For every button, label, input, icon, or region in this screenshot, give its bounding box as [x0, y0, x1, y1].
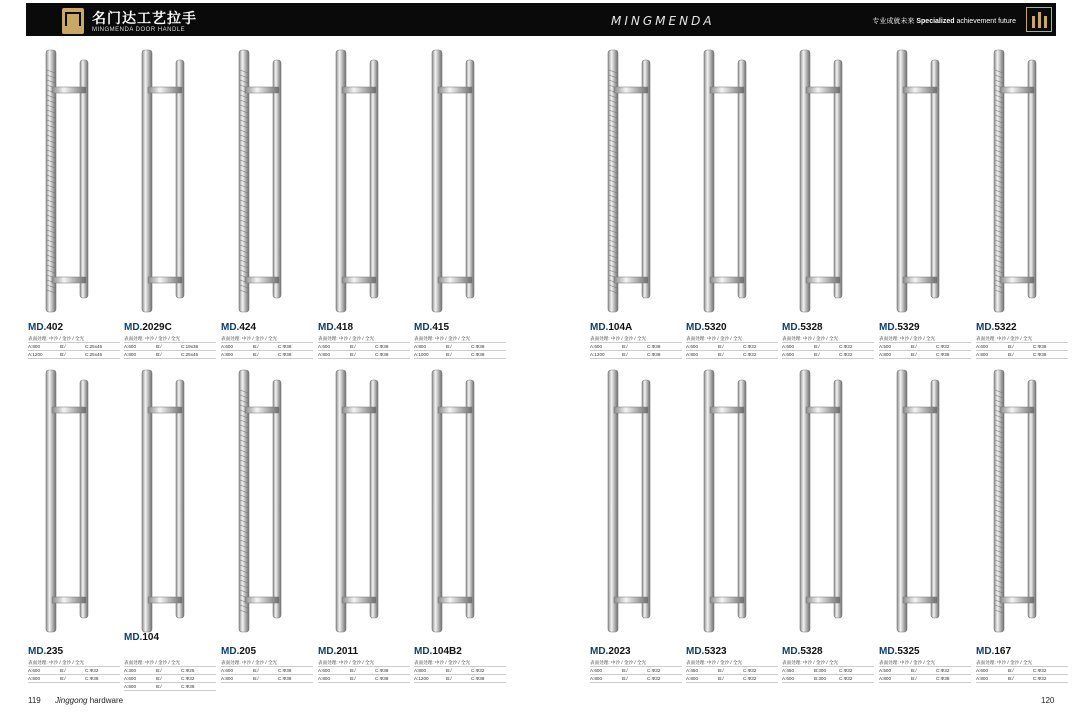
door-handle-image	[124, 48, 216, 318]
door-handle-image	[28, 368, 120, 638]
spec-heading: 表面处理: 中沙 / 金沙 / 全光	[124, 659, 216, 667]
door-handle-image	[590, 48, 682, 318]
spec-heading: 表面处理: 中沙 / 金沙 / 全光	[414, 335, 506, 343]
footer-left	[28, 696, 123, 705]
spec-table	[686, 659, 778, 683]
spec-heading: 表面处理: 中沙 / 金沙 / 全光	[590, 335, 682, 343]
spec-row: A:1200 B:/ C:Φ38	[590, 351, 682, 359]
door-handle-image	[221, 368, 313, 638]
model-number: MD.5329	[879, 322, 920, 333]
product-card	[879, 48, 975, 368]
spec-row: A:500 B:/ C:Φ32	[879, 343, 971, 351]
model-number: MD.5323	[686, 646, 727, 657]
product-card	[590, 48, 686, 368]
model-number: MD.418	[318, 322, 354, 333]
model-number: MD.5320	[686, 322, 727, 333]
spec-table	[318, 659, 410, 683]
spec-row: A:800 B:/ C:Φ38	[318, 675, 410, 683]
model-number: MD.5328	[782, 322, 823, 333]
spec-row: A:300 B:/ C:Φ25	[124, 667, 216, 675]
spec-row: A:600 B:/ C:Φ32	[976, 667, 1068, 675]
brand-name-en: MINGMENDA DOOR HANDLE	[92, 27, 186, 33]
product-card	[414, 48, 510, 368]
spec-row: A:600 B:/ C:Φ32	[124, 675, 216, 683]
spec-row: A:1200 B:/ C:Φ38	[414, 675, 506, 683]
tagline-bold: Specialized	[916, 18, 955, 25]
spec-row: A:1000 B:/ C:Φ38	[414, 351, 506, 359]
spec-row: A:600 B:/ C:19x38	[124, 343, 216, 351]
spec-table	[28, 335, 120, 359]
door-handle-image	[782, 368, 874, 638]
spec-row: A:800 B:/ C:Φ38	[221, 675, 313, 683]
spec-row: A:600 B:/ C:Φ38	[590, 343, 682, 351]
footer-brand-rest: hardware	[89, 696, 124, 705]
spec-table	[221, 335, 313, 359]
product-card	[782, 48, 878, 368]
spec-row: A:600 B:/ C:Φ32	[590, 667, 682, 675]
spec-table	[414, 335, 506, 359]
door-handle-image	[28, 48, 120, 318]
spec-heading: 表面处理: 中沙 / 金沙 / 全光	[221, 659, 313, 667]
model-number: MD.235	[28, 646, 64, 657]
model-number: MD.205	[221, 646, 257, 657]
spec-row: A:600 B:/ C:Φ32	[782, 343, 874, 351]
door-handle-image	[318, 48, 410, 318]
model-number: MD.5328	[782, 646, 823, 657]
spec-row: A:800 B:/ C:Φ32	[590, 675, 682, 683]
product-card	[976, 368, 1072, 688]
product-card	[221, 368, 317, 688]
spec-table	[782, 335, 874, 359]
spec-heading: 表面处理: 中沙 / 金沙 / 全光	[221, 335, 313, 343]
spec-row: A:800 B:/ C:Φ38	[879, 675, 971, 683]
spec-table	[221, 659, 313, 683]
spec-heading: 表面处理: 中沙 / 金沙 / 全光	[976, 659, 1068, 667]
brand-logo-icon	[62, 8, 84, 34]
spec-row: A:800 B:/ C:Φ38	[28, 675, 120, 683]
spec-row: A:800 B:/ C:Φ32	[414, 667, 506, 675]
product-card	[976, 48, 1072, 368]
footer-brand: Jinggong	[55, 696, 88, 705]
spec-heading: 表面处理: 中沙 / 金沙 / 全光	[686, 335, 778, 343]
spec-row: A:600 B:300 C:Φ32	[782, 675, 874, 683]
page-number-right: 120	[1041, 696, 1055, 705]
door-handle-image	[221, 48, 313, 318]
model-number: MD.402	[28, 322, 64, 333]
door-handle-image	[124, 368, 216, 638]
product-card	[879, 368, 975, 688]
spec-table	[590, 335, 682, 359]
spec-row: A:450 B:/ C:Φ32	[686, 667, 778, 675]
door-handle-image	[879, 48, 971, 318]
header-bar	[26, 3, 1056, 36]
spec-row: A:800 B:/ C:Φ38	[318, 351, 410, 359]
product-card	[590, 368, 686, 688]
product-card	[28, 48, 124, 368]
spec-row: A:800 B:/ C:25x45	[124, 351, 216, 359]
spec-heading: 表面处理: 中沙 / 金沙 / 全光	[414, 659, 506, 667]
spec-heading: 表面处理: 中沙 / 金沙 / 全光	[976, 335, 1068, 343]
spec-table	[318, 335, 410, 359]
spec-table	[976, 335, 1068, 359]
tagline-rest: achievement future	[956, 18, 1016, 25]
product-card	[782, 368, 878, 688]
brand-name-cn: 名门达工艺拉手	[92, 11, 197, 27]
spec-row: A:800 B:/ C:25x45	[28, 343, 120, 351]
model-number: MD.5322	[976, 322, 1017, 333]
spec-heading: 表面处理: 中沙 / 金沙 / 全光	[590, 659, 682, 667]
spec-table	[414, 659, 506, 683]
spec-row: A:600 B:/ C:Φ38	[221, 667, 313, 675]
spec-heading: 表面处理: 中沙 / 金沙 / 全光	[782, 335, 874, 343]
spec-table	[879, 659, 971, 683]
model-number: MD.2011	[318, 646, 359, 657]
spec-row: A:600 B:/ C:Φ32	[28, 667, 120, 675]
product-card	[124, 368, 220, 688]
product-card	[124, 48, 220, 368]
door-handle-image	[414, 48, 506, 318]
spec-row: A:1200 B:/ C:25x45	[28, 351, 120, 359]
spec-heading: 表面处理: 中沙 / 金沙 / 全光	[686, 659, 778, 667]
spec-row: A:800 B:/ C:Φ38	[124, 683, 216, 691]
model-number: MD.104	[124, 632, 160, 643]
product-card	[318, 368, 414, 688]
spec-table	[28, 659, 120, 683]
spec-row: A:450 B:300 C:Φ32	[782, 667, 874, 675]
spec-row: A:600 B:/ C:Φ38	[221, 343, 313, 351]
spec-row: A:800 B:/ C:Φ32	[686, 351, 778, 359]
product-card	[221, 48, 317, 368]
product-card	[318, 48, 414, 368]
door-handle-image	[976, 368, 1068, 638]
model-number: MD.424	[221, 322, 257, 333]
product-card	[686, 368, 782, 688]
spec-table	[124, 659, 216, 691]
model-number: MD.5325	[879, 646, 920, 657]
spec-heading: 表面处理: 中沙 / 金沙 / 全光	[879, 659, 971, 667]
spec-heading: 表面处理: 中沙 / 金沙 / 全光	[28, 659, 120, 667]
spec-row: A:800 B:/ C:Φ38	[414, 343, 506, 351]
door-handle-image	[414, 368, 506, 638]
door-handle-image	[782, 48, 874, 318]
spec-heading: 表面处理: 中沙 / 金沙 / 全光	[782, 659, 874, 667]
model-number: MD.415	[414, 322, 450, 333]
spec-row: A:600 B:/ C:Φ38	[318, 343, 410, 351]
spec-table	[124, 335, 216, 359]
spec-row: A:600 B:/ C:Φ32	[782, 351, 874, 359]
product-card	[28, 368, 124, 688]
spec-heading: 表面处理: 中沙 / 金沙 / 全光	[318, 335, 410, 343]
spec-row: A:600 B:/ C:Φ38	[976, 343, 1068, 351]
product-card	[686, 48, 782, 368]
spec-table	[879, 335, 971, 359]
page-number-left: 119	[28, 696, 41, 705]
spec-row: A:800 B:/ C:Φ32	[686, 675, 778, 683]
spec-row: A:800 B:/ C:Φ32	[976, 675, 1068, 683]
spec-heading: 表面处理: 中沙 / 金沙 / 全光	[318, 659, 410, 667]
model-number: MD.104B2	[414, 646, 462, 657]
model-number: MD.2023	[590, 646, 631, 657]
spec-table	[686, 335, 778, 359]
center-logo: MINGMENDA	[611, 14, 715, 28]
tagline-cn: 专业成就未来	[872, 18, 915, 25]
model-number: MD.104A	[590, 322, 633, 333]
door-handle-image	[976, 48, 1068, 318]
tagline	[872, 16, 1016, 26]
model-number: MD.167	[976, 646, 1012, 657]
door-handle-image	[879, 368, 971, 638]
door-handle-image	[318, 368, 410, 638]
spec-row: A:500 B:/ C:Φ32	[879, 667, 971, 675]
spec-table	[976, 659, 1068, 683]
spec-row: A:800 B:/ C:Φ38	[221, 351, 313, 359]
spec-heading: 表面处理: 中沙 / 金沙 / 全光	[124, 335, 216, 343]
spec-table	[590, 659, 682, 683]
model-number: MD.2029C	[124, 322, 172, 333]
spec-row: A:800 B:/ C:Φ38	[879, 351, 971, 359]
door-handle-image	[590, 368, 682, 638]
spec-table	[782, 659, 874, 683]
spec-row: A:600 B:/ C:Φ38	[318, 667, 410, 675]
spec-row: A:600 B:/ C:Φ32	[686, 343, 778, 351]
door-handle-image	[686, 368, 778, 638]
spec-row: A:800 B:/ C:Φ38	[976, 351, 1068, 359]
spec-heading: 表面处理: 中沙 / 金沙 / 全光	[879, 335, 971, 343]
corner-emblem-icon	[1026, 7, 1052, 32]
door-handle-image	[686, 48, 778, 318]
product-card	[414, 368, 510, 688]
spec-heading: 表面处理: 中沙 / 金沙 / 全光	[28, 335, 120, 343]
